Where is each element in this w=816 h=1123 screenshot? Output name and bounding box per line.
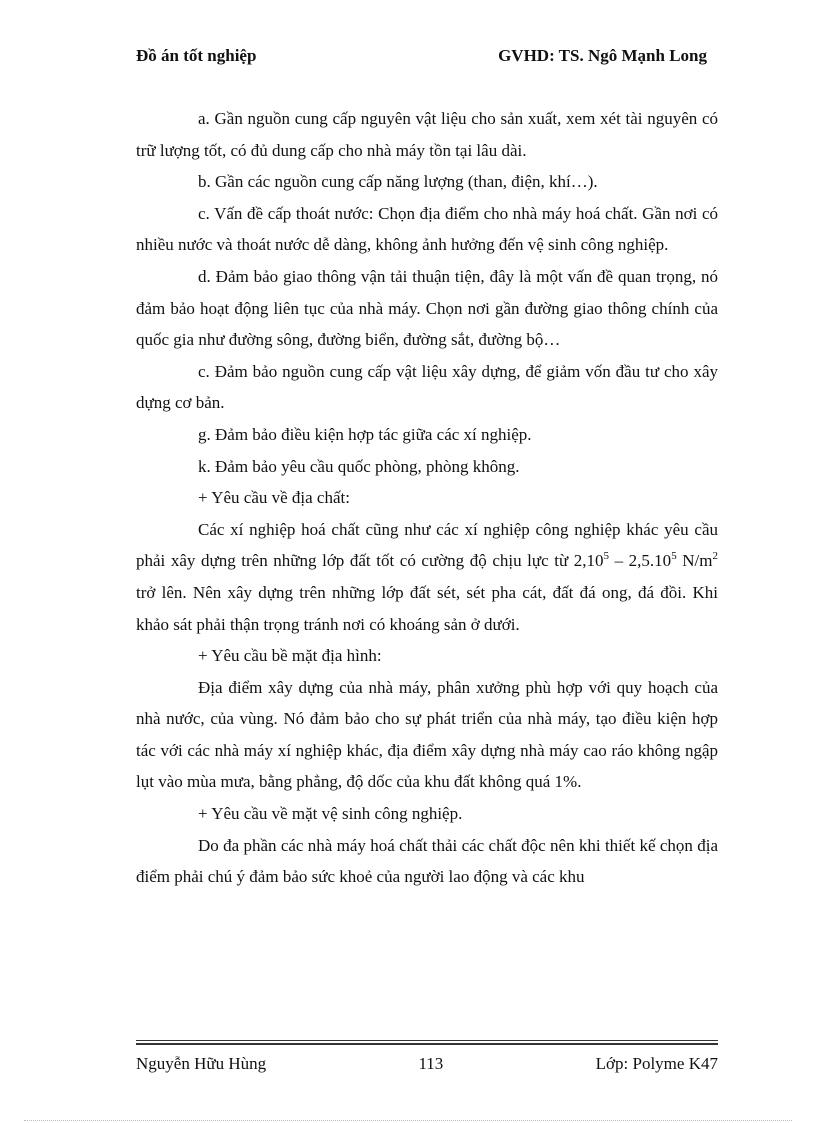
paragraph: Địa điểm xây dựng của nhà máy, phân xưởng phù hợp với quy hoạch của nhà nước, của vùng. Nó đảm bảo cho sự phát triển của nhà máy, tạo điều kiện hợp tác với các nhà máy xí nghiệp khác, địa điểm xây dựng nhà máy cao ráo không ngập lụt vào mùa mưa, bằng phẳng, độ dốc của khu đất không quá 1%. [136, 677, 718, 792]
paragraph: a. Gần nguồn cung cấp nguyên vật liệu cho sản xuất, xem xét tài nguyên có trữ lượng tốt, có đủ dung cấp cho nhà máy tồn tại lâu dài. [136, 109, 718, 160]
body-text [136, 103, 718, 893]
paragraph: k. Đảm bảo yêu cầu quốc phòng, phòng không. [198, 456, 520, 476]
footer-author: Nguyễn Hữu Hùng [136, 1054, 267, 1073]
text-run: Các xí nghiệp hoá chất cũng như các xí nghiệp công nghiệp khác yêu cầu phải xây dựng trên những lớp đất tốt có cường độ chịu lực từ 2,10 [136, 519, 718, 571]
paragraph: c. Vấn đề cấp thoát nước: Chọn địa điểm cho nhà máy hoá chất. Gần nơi có nhiều nước và thoát nước dễ dàng, không ảnh hưởng đến vệ sinh công nghiệp. [136, 203, 718, 255]
paragraph: g. Đảm bảo điều kiện hợp tác giữa các xí nghiệp. [198, 424, 532, 444]
text-run: trở lên. Nên xây dựng trên những lớp đất sét, sét pha cát, đất đá ong, đá đồi. Khi khảo sát phải thận trọng tránh nơi có khoáng sản ở dưới. [136, 582, 718, 634]
paragraph: b. Gần các nguồn cung cấp năng lượng (than, điện, khí…). [198, 172, 598, 192]
page-edge-divider [24, 1120, 792, 1121]
section-heading: + Yêu cầu về địa chất: [198, 488, 350, 508]
header-title: Đồ án tốt nghiệp [136, 46, 257, 65]
header-advisor: GVHD: TS. Ngô Mạnh Long [498, 46, 707, 65]
paragraph: d. Đảm bảo giao thông vận tải thuận tiện, đây là một vấn đề quan trọng, nó đảm bảo hoạt động liên tục của nhà máy. Chọn nơi gần đường giao thông chính của quốc gia như đường sông, đường biển, đường sắt, đường bộ… [136, 266, 718, 350]
page-header [136, 46, 707, 72]
page-number: 113 [418, 1054, 444, 1073]
text-run: – 2,5.10 [609, 551, 672, 571]
section-heading: + Yêu cầu về mặt vệ sinh công nghiệp. [198, 804, 463, 824]
superscript: 5 [671, 549, 677, 562]
paragraph: c. Đảm bảo nguồn cung cấp vật liệu xây dựng, để giảm vốn đầu tư cho xây dựng cơ bản. [136, 361, 718, 413]
section-heading: + Yêu cầu bề mặt địa hình: [198, 646, 382, 666]
paragraph: Do đa phần các nhà máy hoá chất thải các chất độc nên khi thiết kế chọn địa điểm phải chú ý đảm bảo sức khoẻ của người lao động và các khu [136, 835, 718, 887]
footer-class: Lớp: Polyme K47 [595, 1054, 718, 1073]
text-run: N/m [676, 551, 713, 571]
footer-divider [136, 1043, 718, 1045]
footer-divider [136, 1040, 718, 1041]
superscript: 2 [712, 549, 718, 562]
paragraph-geology [136, 514, 718, 640]
superscript: 5 [603, 549, 610, 562]
page-footer [136, 1054, 718, 1078]
